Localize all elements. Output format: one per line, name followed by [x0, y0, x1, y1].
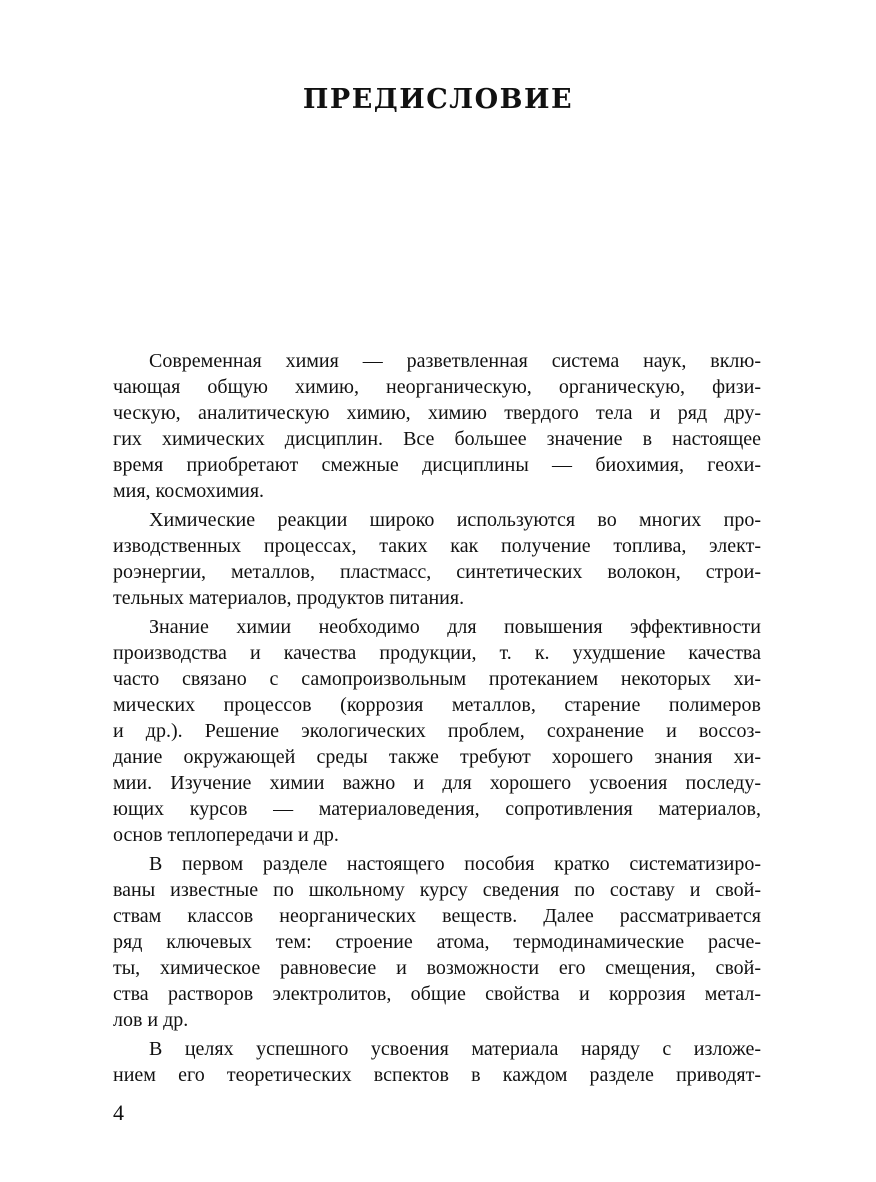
text-line: основ теплопередачи и др. [113, 824, 339, 846]
paragraph [113, 614, 761, 848]
text-line: Знание химии необходимо для повышения эффективности [149, 616, 761, 638]
text-line: ческую, аналитическую химию, химию твердого тела и ряд дру- [113, 402, 761, 424]
text-line: чающая общую химию, неорганическую, органическую, физи- [113, 376, 761, 398]
text-line: ства растворов электролитов, общие свойства и коррозия метал- [113, 983, 761, 1005]
text-line: мических процессов (коррозия металлов, старение полимеров [113, 694, 761, 716]
text-line: и др.). Решение экологических проблем, сохранение и воссоз- [113, 720, 761, 742]
paragraph [113, 348, 761, 504]
text-line: ты, химическое равновесие и возможности его смещения, свой- [113, 957, 761, 979]
text-line: лов и др. [113, 1009, 189, 1031]
text-line: нием его теоретических вспектов в каждом разделе приводят- [113, 1064, 761, 1086]
text-line: В первом разделе настоящего пособия кратко систематизиро- [149, 853, 761, 875]
text-line: тельных материалов, продуктов питания. [113, 587, 465, 609]
text-line: ющих курсов — материаловедения, сопротивления материалов, [113, 798, 761, 820]
page-number: 4 [113, 1100, 124, 1125]
text-line: производства и качества продукции, т. к. ухудшение качества [113, 642, 761, 664]
text-line: время приобретают смежные дисциплины — биохимия, геохи- [113, 454, 761, 476]
text-line: мия, космохимия. [113, 480, 265, 502]
text-line: мии. Изучение химии важно и для хорошего усвоения последу- [113, 772, 761, 794]
text-line: гих химических дисциплин. Все большее значение в настоящее [113, 428, 761, 450]
text-line: Химические реакции широко используются во многих про- [149, 509, 761, 531]
text-line: Современная химия — разветвленная система наук, вклю- [149, 350, 761, 372]
text-line: роэнергии, металлов, пластмасс, синтетических волокон, строи- [113, 561, 761, 583]
page-title: ПРЕДИСЛОВИЕ [302, 84, 574, 115]
text-line: изводственных процессах, таких как получение топлива, элект- [113, 535, 761, 557]
text-line: В целях успешного усвоения материала наряду с изложе- [149, 1038, 761, 1060]
text-line: дание окружающей среды также требуют хорошего знания хи- [113, 746, 761, 768]
paragraph [113, 1036, 761, 1088]
text-line: ряд ключевых тем: строение атома, термодинамические расче- [113, 931, 761, 953]
text-line: ствам классов неорганических веществ. Далее рассматривается [113, 905, 761, 927]
text-line: ваны известные по школьному курсу сведения по составу и свой- [113, 879, 761, 901]
text-line: часто связано с самопроизвольным протеканием некоторых хи- [113, 668, 761, 690]
paragraph [113, 851, 761, 1033]
body-text [113, 348, 761, 1088]
paragraph [113, 507, 761, 611]
